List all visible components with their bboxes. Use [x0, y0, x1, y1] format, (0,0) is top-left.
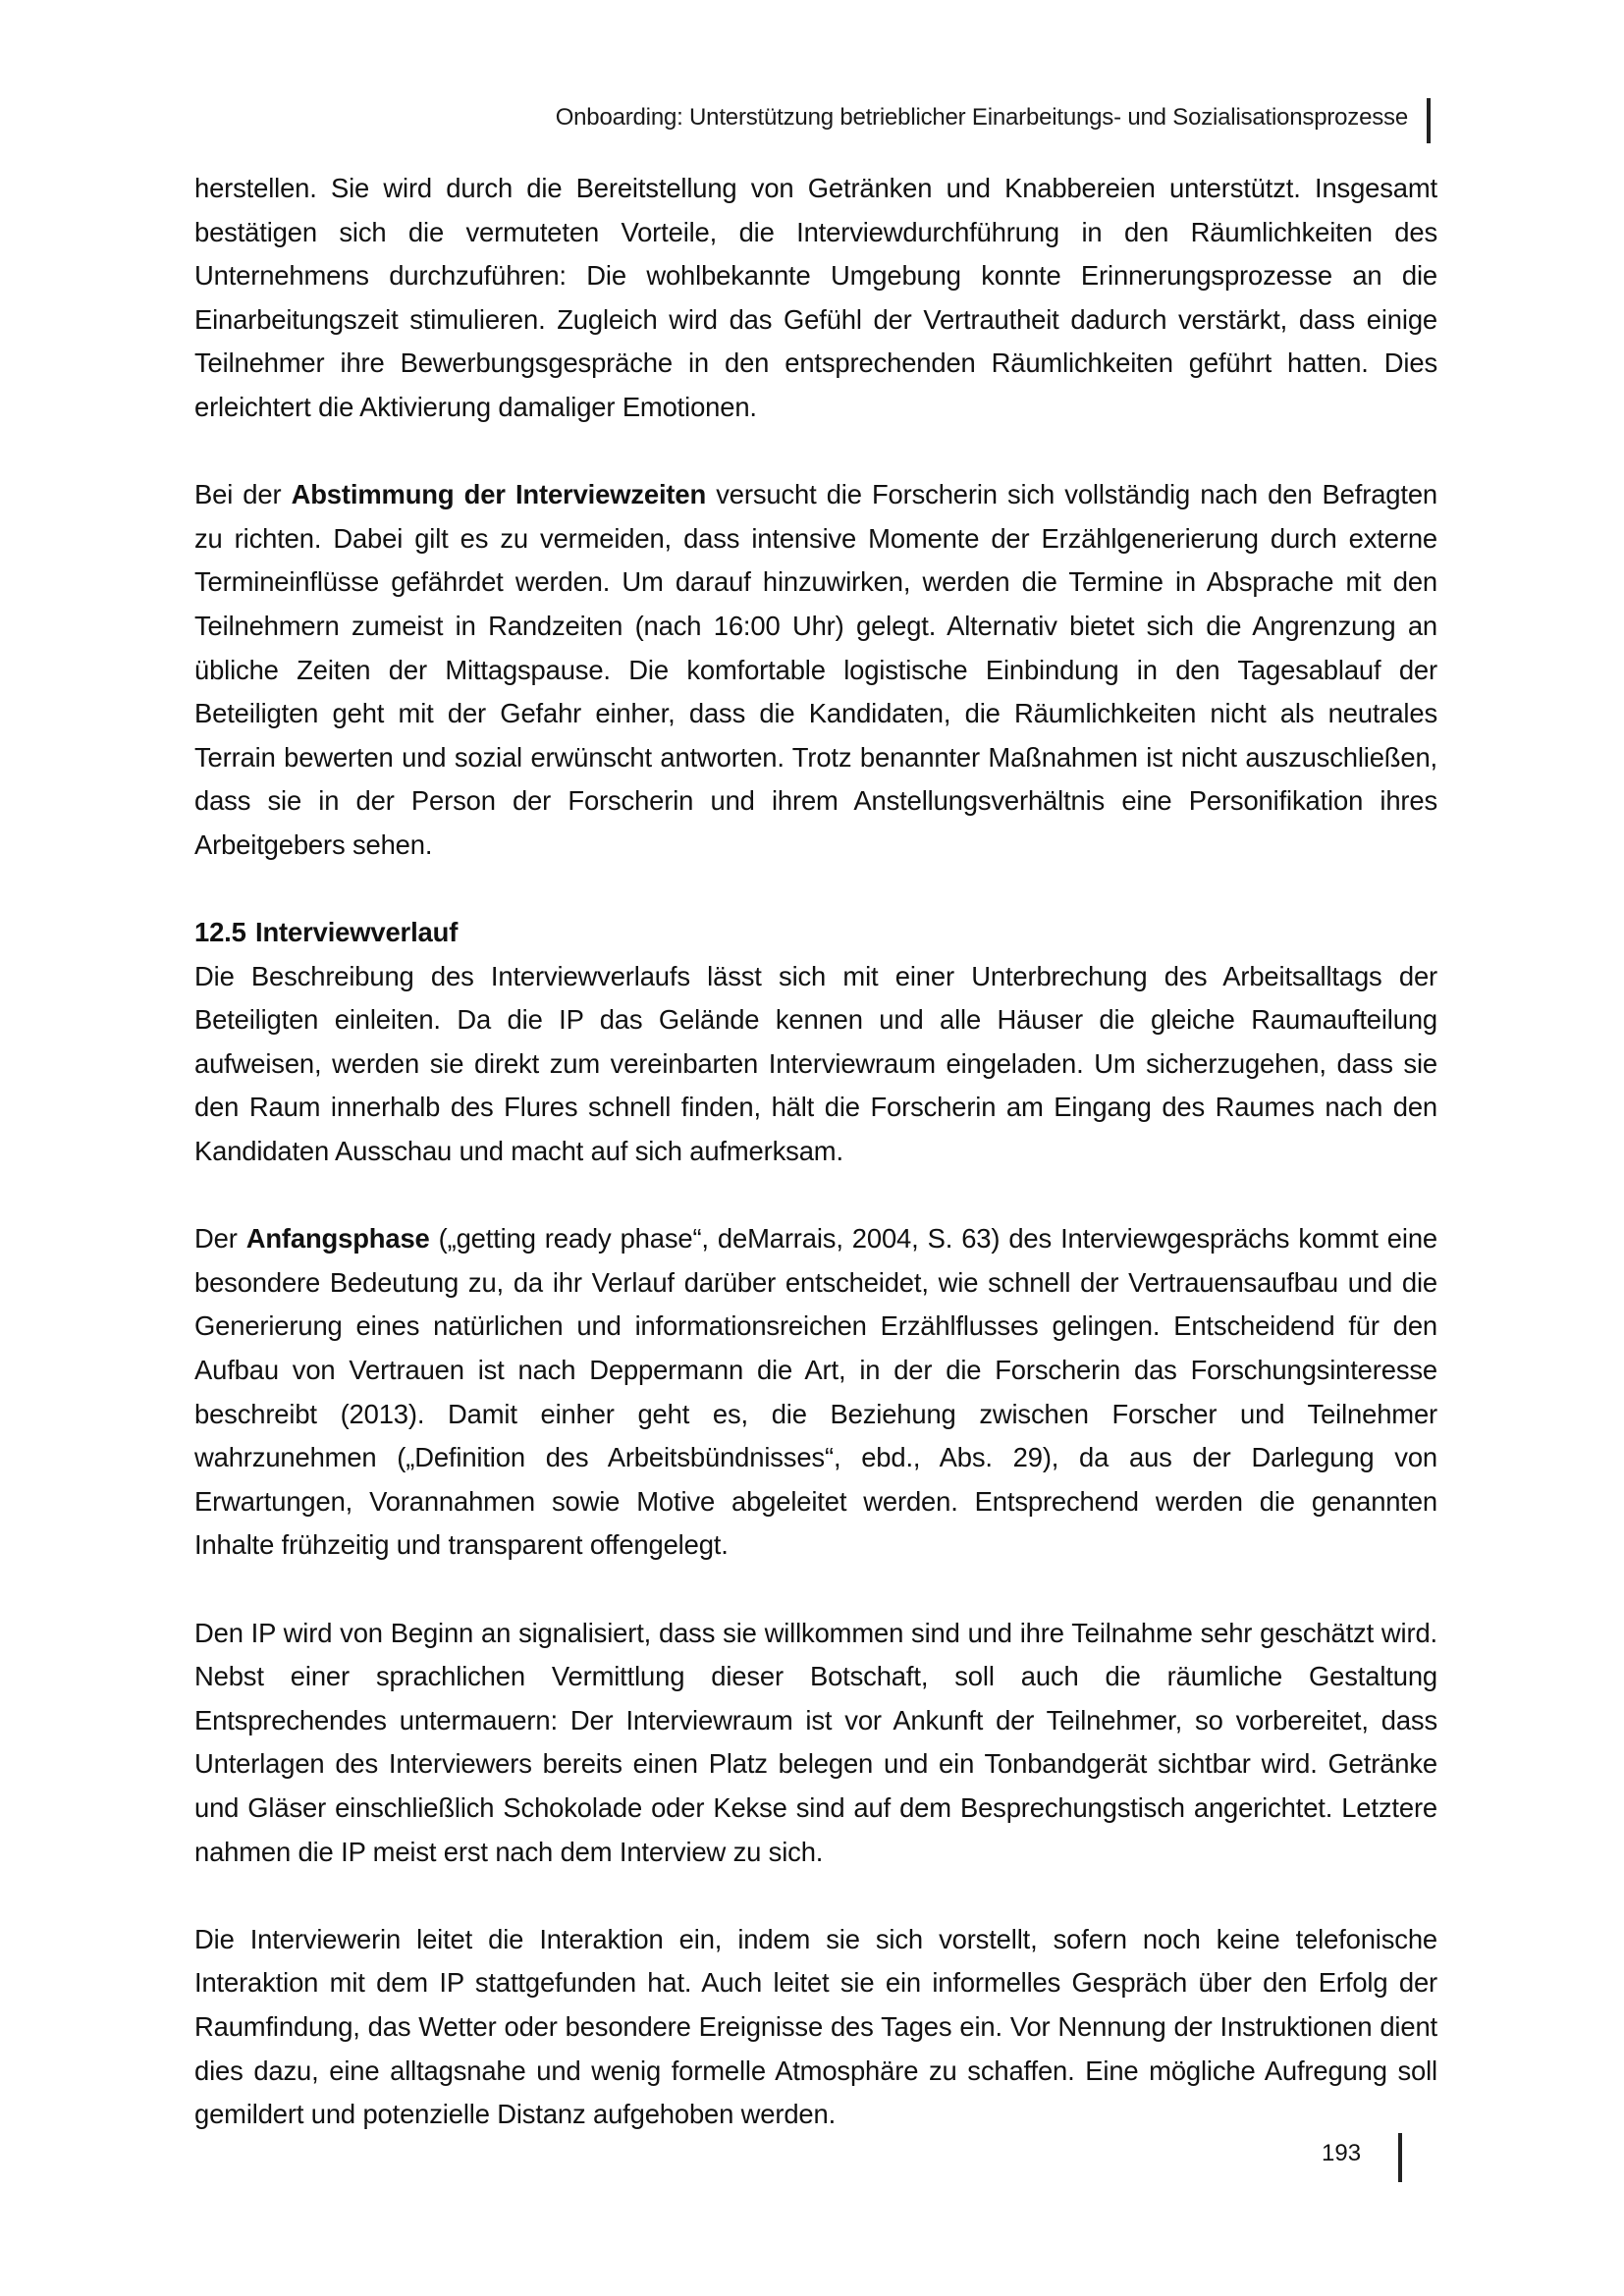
page-body	[194, 167, 1437, 2137]
bold-term: Anfangsphase	[245, 1223, 430, 1255]
paragraph-text: Der	[194, 1223, 246, 1255]
paragraph-continuation: herstellen. Sie wird durch die Bereitstellung von Getränken und Knabbereien unterstützt. Insgesamt bestätigen sich die vermuteten Vorteile, die Interviewdurchführung in den Räumlichkeiten des Unternehmens durchzuführen: Die wohlbekannte Umgebung konnte Erinnerungsprozesse an die Einarbeitungszeit stimulieren. Zugleich wird das Gefühl der Vertrautheit dadurch verstärkt, dass einige Teilnehmer ihre Bewerbungsgespräche in den entsprechenden Räumlichkeiten geführt hatten. Dies erleichtert die Aktivierung damaliger Emotionen.	[194, 173, 1437, 422]
header-rule	[1427, 98, 1431, 143]
section-heading	[194, 911, 1437, 955]
paragraph-text: Bei der	[194, 479, 292, 510]
paragraph-initial-phase	[194, 1217, 1437, 1568]
page-number: 193	[1322, 2140, 1362, 2166]
paragraph-welcome: Den IP wird von Beginn an signalisiert, dass sie willkommen sind und ihre Teilnahme sehr geschätzt wird. Nebst einer sprachlichen Vermittlung dieser Botschaft, soll auch die räumliche Gestaltung Entsprechendes untermauern: Der Interviewraum ist vor Ankunft der Teilnehmer, so vorbereitet, dass Unterlagen des Interviewers bereits einen Platz belegen und ein Tonbandgerät sichtbar wird. Getränke und Gläser einschließlich Schokolade oder Kekse sind auf dem Besprechungstisch angerichtet. Letztere nahmen die IP meist erst nach dem Interview zu sich.	[194, 1617, 1437, 1867]
footer-rule	[1398, 2133, 1402, 2182]
bold-term: Abstimmung der Interviewzeiten	[291, 479, 707, 510]
paragraph-interaction: Die Interviewerin leitet die Interaktion ein, indem sie sich vorstellt, sofern noch keine telefonische Interaktion mit dem IP stattgefunden hat. Auch leitet sie ein informelles Gespräch über den Erfolg der Raumfindung, das Wetter oder besondere Ereignisse des Tages ein. Vor Nennung der Instruktionen dient dies dazu, eine alltagsnahe und wenig formelle Atmosphäre zu schaffen. Eine mögliche Aufregung soll gemildert und potenzielle Distanz aufgehoben werden.	[194, 1923, 1437, 2130]
paragraph-text: („getting ready phase“, deMarrais, 2004, S. 63) des Interviewgesprächs kommt eine besondere Bedeutung zu, da ihr Verlauf darüber entscheidet, wie schnell der Vertrauensaufbau und die Generierung eines natürlichen und informationsreichen Erzählflusses gelingen. Entscheidend für den Aufbau von Vertrauen ist nach Deppermann die Art, in der die Forscherin das Forschungsinteresse beschreibt (2013). Damit einher geht es, die Beziehung zwischen Forscher und Teilnehmer wahrzunehmen („Definition des Arbeitsbündnisses“, ebd., Abs. 29), da aus der Darlegung von Erwartungen, Vorannahmen sowie Motive abgeleitet werden. Entsprechend werden die genannten Inhalte frühzeitig und transparent offengelegt.	[194, 1223, 1437, 1561]
paragraph-interview-course: Die Beschreibung des Interviewverlaufs lässt sich mit einer Unterbrechung des Arbeitsalltags der Beteiligten einleiten. Da die IP das Gelände kennen und alle Häuser die gleiche Raumaufteilung aufweisen, werden sie direkt zum vereinbarten Interviewraum eingeladen. Um sicherzugehen, dass sie den Raum innerhalb des Flures schnell finden, hält die Forscherin am Eingang des Raumes nach den Kandidaten Ausschau und macht auf sich aufmerksam.	[194, 960, 1437, 1167]
running-header: Onboarding: Unterstützung betrieblicher Einarbeitungs- und Sozialisationsprozesse	[555, 104, 1408, 131]
paragraph-interview-times	[194, 473, 1437, 867]
paragraph-text: versucht die Forscherin sich vollständig nach den Befragten zu richten. Dabei gilt es zu vermeiden, dass intensive Momente der Erzählgenerierung durch externe Termineinflüsse gefährdet werden. Um darauf hinzuwirken, werden die Termine in Absprache mit den Teilnehmern zumeist in Randzeiten (nach 16:00 Uhr) gelegt. Alternativ bietet sich die Angrenzung an übliche Zeiten der Mittagspause. Die komfortable logistische Einbindung in den Tagesablauf der Beteiligten geht mit der Gefahr einher, dass die Kandidaten, die Räumlichkeiten nicht als neutrales Terrain bewerten und sozial erwünscht antworten. Trotz benannter Maßnahmen ist nicht auszuschließen, dass sie in der Person der Forscherin und ihrem Anstellungsverhältnis eine Personifikation ihres Arbeitgebers sehen.	[194, 479, 1437, 860]
section-title: Interviewverlauf	[255, 917, 459, 948]
section-number: 12.5	[194, 917, 246, 948]
